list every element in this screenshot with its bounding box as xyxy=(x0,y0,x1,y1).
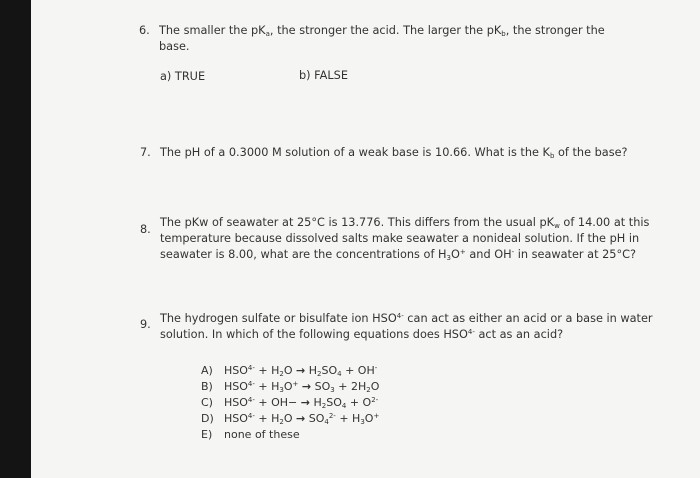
q9-option-letter: B) xyxy=(201,380,213,393)
q6-option-b: b) FALSE xyxy=(299,69,348,82)
q9-number: 9. xyxy=(140,318,151,331)
q6-option-a: a) TRUE xyxy=(160,70,206,83)
worksheet-page xyxy=(31,0,700,478)
q7-text: The pH of a 0.3000 M solution of a weak base is 10.66. What is the $K_b$ of the base? xyxy=(160,146,628,160)
q7-number: 7. xyxy=(140,146,151,159)
q6-line1: The smaller the $pK_a$, the stronger the acid. The larger the $pK_b$, the stronger the xyxy=(159,24,605,38)
q9-option-a-equation: $HSO^{4-} + H_2O \to H_2SO_4 + OH^-$ xyxy=(224,364,378,378)
q9-option-letter: C) xyxy=(201,396,213,409)
q8-number: 8. xyxy=(140,223,151,236)
q6-number: 6. xyxy=(139,24,150,37)
q9-option-d-equation: $HSO^{4-} + H_2O \to SO_4^{2-} + H_3O^+$ xyxy=(224,412,380,426)
q9-line2: solution. In which of the following equations does $HSO^{4-}$ act as an acid? xyxy=(160,328,564,341)
q9-option-b-equation: $HSO^{4-} + H_3O^+ \to SO_3 + 2H_2O$ xyxy=(224,380,380,394)
q9-option-letter: E) xyxy=(201,428,213,441)
q9-line1: The hydrogen sulfate or bisulfate ion $HSO^{4-}$ can act as either an acid or a base in water xyxy=(160,312,653,325)
q9-option-c-equation: $HSO^{4-} + OH- \to H_2SO_4 + O^{2-}$ xyxy=(224,396,379,410)
q8-line2: temperature because dissolved salts make seawater a nonideal solution. If the pH in xyxy=(160,232,640,245)
q6-line2: base. xyxy=(159,40,190,53)
q9-option-e-text: none of these xyxy=(224,428,300,441)
q8-line1: The pKw of seawater at 25°C is 13.776. This differs from the usual $pK_w$ of 14.00 at this xyxy=(160,216,650,230)
q9-option-letter: D) xyxy=(201,412,214,425)
q9-option-letter: A) xyxy=(201,364,213,377)
q8-line3: seawater is 8.00, what are the concentrations of $H_3O^+$ and OH- in seawater at 25°C? xyxy=(160,248,636,262)
